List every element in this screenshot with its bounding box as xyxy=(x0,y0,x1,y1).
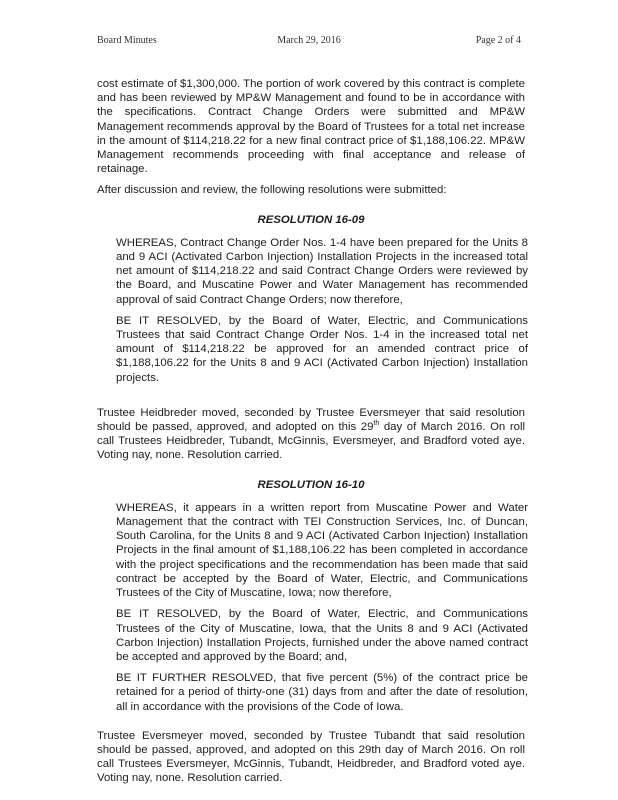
resolution-clauses xyxy=(116,236,528,385)
be-it-resolved-clause: BE IT RESOLVED, by the Board of Water, Electric, and Communications Trustees of the City of Muscatine, Iowa, that the Units 8 and 9 ACI (Activated Carbon Injection) Installation Projects, furnished under the above named contract be accepted and approved by the Board; and, xyxy=(116,608,528,663)
vote-text-end: day of March 2016. On roll call Trustees Heidbreder, Tubandt, McGinnis, Eversmeyer, and Bradford voted aye. Voting nay, none. Resolution carried. xyxy=(97,421,526,462)
vote-text-start: Trustee Heidbreder moved, seconded by Trustee Eversmeyer that said resolution should be passed, approved, and adopted on this 29 xyxy=(97,406,525,434)
ordinal-suffix: th xyxy=(373,420,380,428)
header-date: March 29, 2016 xyxy=(277,35,341,46)
vote-record: Trustee Eversmeyer moved, seconded by Trustee Tubandt that said resolution should be passed, approved, and adopted on this 29th day of March 2016. On roll call Trustees Eversmeyer, McGinnis, Tubandt, Heidbreder, and Bradford voted aye. Voting nay, none. Resolution carried. xyxy=(97,729,525,785)
resolution-title: RESOLUTION 16-09 xyxy=(257,213,365,226)
resolution-16-09 xyxy=(97,213,528,463)
resolution-clauses xyxy=(116,501,528,714)
whereas-clause: WHEREAS, Contract Change Order Nos. 1-4 have been prepared for the Units 8 and 9 ACI (Activated Carbon Injection) Installation Projects in the increased total net amount of $114,218.22 and said Contract Change Orders were reviewed by the Board, and Muscatine Power and Water Management has recommended approval of said Contract Change Orders; now therefore, xyxy=(116,236,528,306)
be-it-further-resolved-clause: BE IT FURTHER RESOLVED, that five percent (5%) of the contract price be retained for a period of thirty-one (31) days from and after the date of resolution, all in accordance with the provisions of the Code of Iowa. xyxy=(116,672,528,713)
be-it-resolved-clause: BE IT RESOLVED, by the Board of Water, Electric, and Communications Trustees that said Contract Change Order Nos. 1-4 in the increased total net amount of $114,218.22 be approved for an amended contract price of $1,188,106.22 for the Units 8 and 9 ACI (Activated Carbon Injection) Installation projects. xyxy=(116,314,528,384)
whereas-clause: WHEREAS, it appears in a written report from Muscatine Power and Water Management that the contract with TEI Construction Services, Inc. of Duncan, South Carolina, for the Units 8 and 9 ACI (Activated Carbon Injection) Installation Projects in the final amount of $1,188,106.22 has been completed in accordance with the project specifications and the recommendation has been made that said contract be accepted by the Board of Water, Electric, and Communications Trustees of the City of Muscatine, Iowa; now therefore, xyxy=(116,501,528,600)
header-document-title: Board Minutes xyxy=(97,35,157,46)
header-page-number: Page 2 of 4 xyxy=(475,35,521,46)
page-header xyxy=(97,35,521,49)
document-body xyxy=(97,77,528,793)
resolutions-lead-in: After discussion and review, the following resolutions were submitted: xyxy=(97,184,447,197)
resolution-16-10 xyxy=(97,478,528,786)
intro-paragraph: cost estimate of $1,300,000. The portion of work covered by this contract is complete and has been reviewed by MP&W Management and found to be in accordance with the specifications. Contract Change Orders were submitted and MP&W Management recommends approval by the Board of Trustees for a total net increase in the amount of $114,218.22 for a new final contract price of $1,188,106.22. MP&W Management recommends proceeding with final acceptance and release of retainage. xyxy=(97,78,525,176)
vote-record xyxy=(97,406,525,463)
resolution-title: RESOLUTION 16-10 xyxy=(257,478,365,491)
